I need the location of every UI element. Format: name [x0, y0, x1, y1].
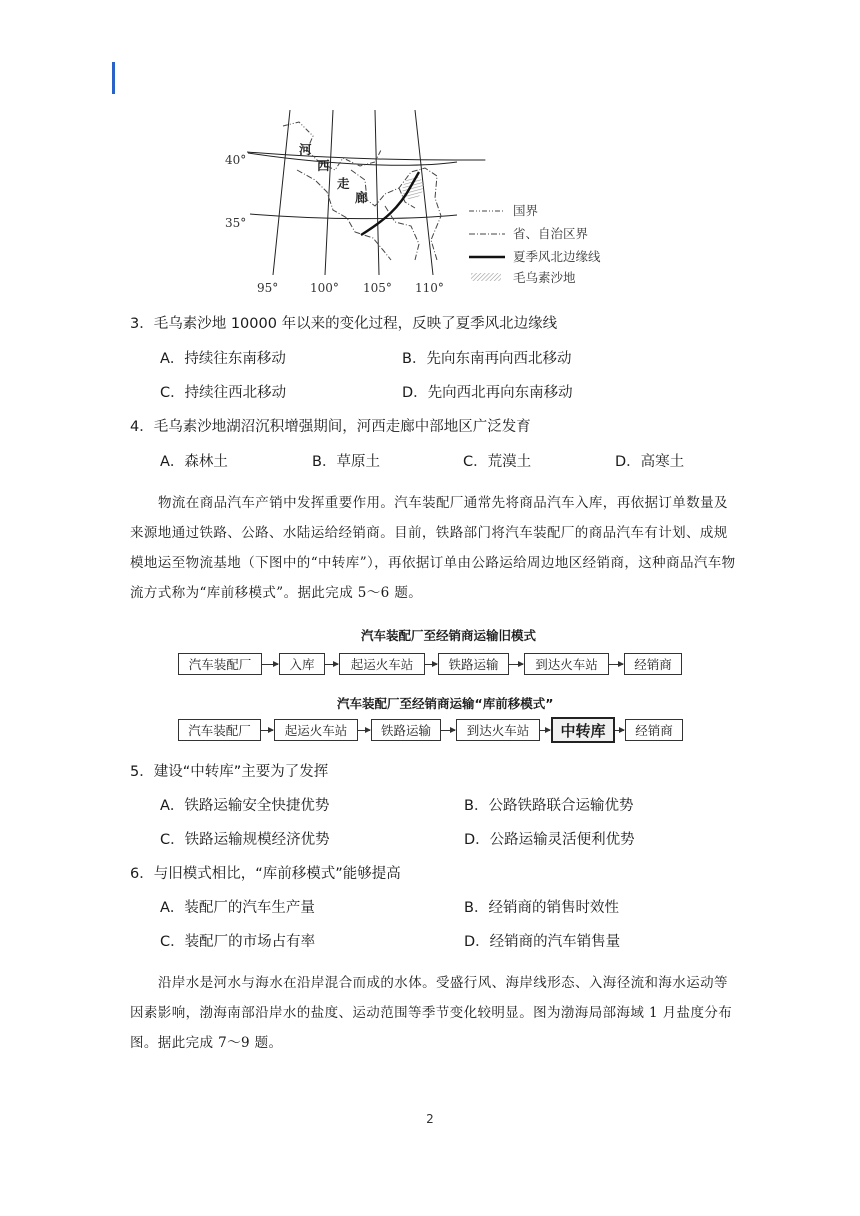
question-3-option-a[interactable]: A．持续往东南移动 [160, 351, 286, 367]
latitude-line-40 [247, 152, 485, 160]
old-step-assembly-plant: 汽车装配厂 [178, 653, 262, 675]
new-step-assembly-plant: 汽车装配厂 [178, 719, 261, 741]
question-3-stem: 3．毛乌素沙地 10000 年以来的变化过程，反映了夏季风北边缘线 [130, 316, 558, 332]
new-step-arrival-station: 到达火车站 [456, 719, 540, 741]
lat-label-40: 40° [225, 153, 247, 167]
new-arrow-5 [615, 730, 624, 731]
region-char-1: 河 [299, 142, 312, 157]
longitude-line-95 [273, 110, 290, 275]
longitude-line-100 [325, 110, 333, 275]
legend-sandy-land: 毛乌素沙地 [513, 270, 576, 285]
old-step-rail-transport: 铁路运输 [438, 653, 509, 675]
lat-label-35: 35° [225, 216, 247, 230]
region-char-2: 西 [317, 158, 330, 173]
logistics-passage: 物流在商品汽车产销中发挥重要作用。汽车装配厂通常先将商品汽车入库，再依据订单数量及来源地通过铁路、公路、水陆运给经销商。目前，铁路部门将汽车装配厂的商品汽车有计划、成规模地运至物流基地（下图中的“中转库”），再依据订单由公路运给周边地区经销商，这种商品汽车物流方式称为“库前移模式”。据此完成 5～6 题。 [130, 495, 736, 601]
new-arrow-4 [540, 730, 550, 731]
question-5-option-a[interactable]: A．铁路运输安全快捷优势 [160, 798, 330, 814]
question-3-option-b[interactable]: B．先向东南再向西北移动 [402, 351, 572, 367]
question-4-stem: 4．毛乌素沙地湖沼沉积增强期间，河西走廊中部地区广泛发育 [130, 419, 531, 435]
old-arrow-1 [262, 664, 278, 665]
question-6-stem: 6．与旧模式相比，“库前移模式”能够提高 [130, 866, 401, 882]
question-4-option-d[interactable]: D．高寒土 [615, 454, 685, 470]
lon-label-110: 110° [415, 281, 444, 295]
new-arrow-2 [358, 730, 370, 731]
legend-monsoon-line: 夏季风北边缘线 [513, 249, 601, 264]
map-figure [215, 110, 645, 305]
longitude-line-105 [375, 110, 379, 275]
old-step-departure-station: 起运火车站 [339, 653, 425, 675]
question-5-stem: 5．建设“中转库”主要为了发挥 [130, 764, 329, 780]
old-arrow-4 [509, 664, 523, 665]
old-mode-title: 汽车装配厂至经销商运输旧模式 [361, 628, 537, 643]
region-char-4: 廊 [355, 190, 368, 205]
old-step-arrival-station: 到达火车站 [524, 653, 609, 675]
new-step-rail-transport: 铁路运输 [371, 719, 441, 741]
question-6-option-c[interactable]: C．装配厂的市场占有率 [160, 934, 316, 950]
question-4-option-c[interactable]: C．荒漠土 [463, 454, 532, 470]
old-arrow-2 [325, 664, 338, 665]
new-step-transfer-warehouse: 中转库 [551, 717, 615, 743]
new-mode-title: 汽车装配厂至经销商运输“库前移模式” [337, 696, 554, 711]
old-step-dealer: 经销商 [624, 653, 682, 675]
page-accent-bar [112, 62, 115, 94]
new-step-dealer: 经销商 [625, 719, 683, 741]
new-step-departure-station: 起运火车站 [274, 719, 358, 741]
legend-national-boundary: 国界 [513, 203, 539, 218]
region-char-3: 走 [337, 176, 350, 191]
legend-provincial-boundary: 省、自治区界 [513, 226, 589, 241]
new-arrow-1 [261, 730, 273, 731]
question-3-option-c[interactable]: C．持续往西北移动 [160, 385, 287, 401]
lon-label-100: 100° [310, 281, 339, 295]
question-4-option-a[interactable]: A．森林土 [160, 454, 228, 470]
old-step-warehousing: 入库 [279, 653, 325, 675]
question-4-option-b[interactable]: B．草原土 [312, 454, 380, 470]
question-6-option-d[interactable]: D．经销商的汽车销售量 [464, 934, 621, 950]
page-number: 2 [426, 1112, 434, 1126]
lon-label-105: 105° [363, 281, 392, 295]
question-5-option-d[interactable]: D．公路运输灵活便利优势 [464, 832, 635, 848]
legend-sandy-land-symbol [471, 273, 501, 281]
coastal-water-passage: 沿岸水是河水与海水在沿岸混合而成的水体。受盛行风、海岸线形态、入海径流和海水运动等因素影响，渤海南部沿岸水的盐度、运动范围等季节变化较明显。图为渤海局部海域 1 月盐度分布图。据此完成 7～9 题。 [130, 975, 733, 1051]
question-6-option-a[interactable]: A．装配厂的汽车生产量 [160, 900, 315, 916]
question-5-option-b[interactable]: B．公路铁路联合运输优势 [464, 798, 634, 814]
new-arrow-3 [441, 730, 455, 731]
question-5-option-c[interactable]: C．铁路运输规模经济优势 [160, 832, 330, 848]
old-arrow-5 [609, 664, 623, 665]
old-arrow-3 [425, 664, 437, 665]
question-6-option-b[interactable]: B．经销商的销售时效性 [464, 900, 619, 916]
question-3-option-d[interactable]: D．先向西北再向东南移动 [402, 385, 573, 401]
lon-label-95: 95° [257, 281, 279, 295]
